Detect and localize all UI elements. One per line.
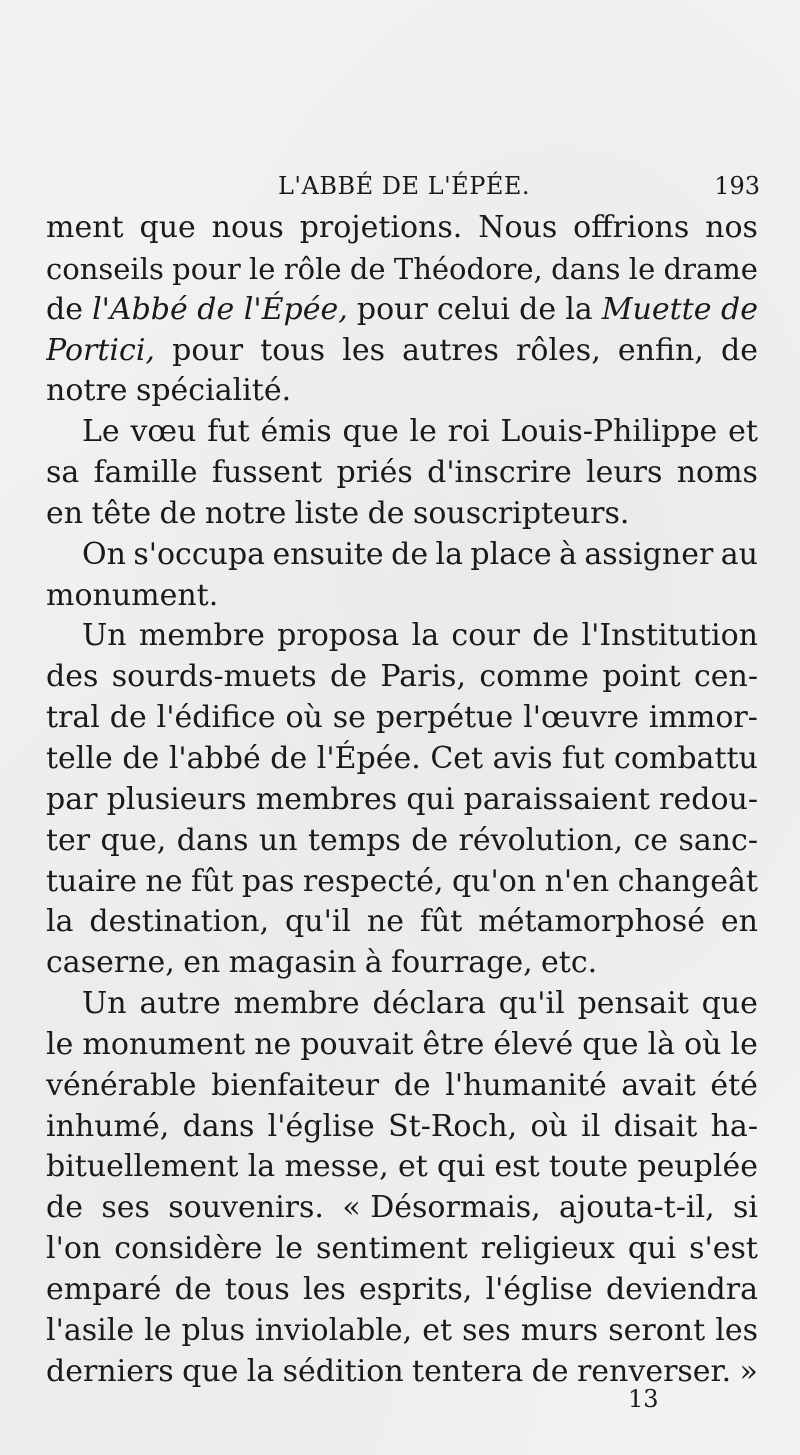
word: inviolable,: [255, 1312, 413, 1348]
text-line: [46, 1147, 758, 1188]
word: des: [46, 659, 99, 695]
word: ment: [46, 210, 124, 245]
word: Un: [82, 618, 127, 654]
word: ne: [366, 904, 404, 940]
word: de: [330, 659, 367, 695]
word: par: [46, 781, 98, 817]
word: l'abbé: [168, 740, 261, 776]
word: la: [46, 904, 74, 940]
word: magasin: [228, 945, 357, 981]
word: il: [581, 1108, 601, 1144]
word: la: [247, 1149, 276, 1185]
word: ensuite: [272, 536, 384, 572]
word: membre: [233, 986, 360, 1022]
word: Louis-Philippe: [500, 414, 718, 450]
word: l'église: [267, 1108, 375, 1144]
word: s'est: [689, 1231, 758, 1267]
word: l'Abbé de l'Épée,: [92, 291, 348, 327]
word: se: [332, 700, 366, 736]
word: et: [422, 1312, 453, 1348]
word: de: [174, 1271, 212, 1307]
word: de: [159, 495, 197, 531]
body-text: [46, 208, 758, 1392]
word: drame: [663, 251, 758, 286]
word: pouvait: [300, 1026, 414, 1062]
word: les: [303, 1271, 346, 1307]
word: l'œuvre: [523, 700, 639, 736]
word: caserne,: [46, 945, 175, 981]
word: sédition: [282, 1353, 404, 1389]
word: derniers: [46, 1353, 174, 1389]
word: été: [710, 1067, 758, 1103]
word: l'Épée.: [316, 740, 421, 776]
word: monument.: [46, 577, 219, 613]
text-line: [46, 698, 758, 739]
signature-mark: 13: [628, 1385, 659, 1413]
word: Nous: [478, 210, 558, 245]
word: ses: [462, 1312, 511, 1348]
word: fourrage,: [391, 945, 533, 981]
word: noms: [676, 455, 758, 491]
word: »: [739, 1353, 758, 1389]
word: assigner: [584, 536, 714, 572]
word: sanc-: [678, 822, 758, 858]
word: inhumé,: [46, 1108, 170, 1144]
word: destination,: [89, 904, 270, 940]
word: qui: [437, 1149, 486, 1185]
word: rôles,: [516, 332, 601, 368]
running-head: [48, 172, 760, 208]
text-line: [46, 1066, 758, 1107]
word: l'asile: [46, 1312, 135, 1348]
word: conseils: [46, 251, 164, 286]
word: qu'il: [285, 904, 352, 940]
word: pensait: [577, 986, 689, 1022]
word: le: [275, 1231, 303, 1267]
word: projetions.: [299, 210, 463, 245]
word: qu'on: [451, 863, 537, 899]
word: à: [559, 536, 577, 572]
word: pour: [172, 332, 244, 368]
word: esprits,: [359, 1271, 473, 1307]
word: considère: [114, 1231, 263, 1267]
word: membres: [255, 781, 398, 817]
word: de: [393, 1067, 431, 1103]
word: temps: [307, 822, 401, 858]
word: Muette de: [601, 291, 758, 327]
text-line: [46, 780, 758, 821]
word: sa: [46, 455, 80, 491]
word: redou-: [659, 781, 758, 817]
word: souvenirs.: [168, 1190, 324, 1226]
word: murs: [520, 1312, 599, 1348]
word: comme: [479, 659, 589, 695]
word: élevé: [493, 1026, 574, 1062]
word: à: [364, 945, 383, 981]
word: métamorphosé: [478, 904, 705, 940]
word: Le: [82, 414, 120, 450]
word: l'édifice: [156, 700, 276, 736]
word: tuaire: [46, 863, 137, 899]
word: tête: [91, 495, 152, 531]
word: au: [720, 536, 758, 572]
word: Portici,: [46, 332, 155, 368]
text-line: [46, 453, 758, 494]
word: de: [270, 740, 308, 776]
text-line: [46, 1229, 758, 1270]
page-number: 193: [714, 172, 760, 200]
word: de: [519, 291, 557, 327]
word: fut: [207, 414, 250, 450]
word: de: [721, 332, 758, 368]
word: nous: [211, 210, 284, 245]
word: roi: [447, 414, 490, 450]
word: et: [728, 414, 758, 450]
word: priés: [336, 455, 413, 491]
word: disait: [613, 1108, 698, 1144]
word: révolution,: [458, 822, 624, 858]
word: tentera: [412, 1353, 524, 1389]
text-line: [46, 1270, 758, 1311]
word: nos: [705, 210, 758, 245]
word: de: [532, 618, 570, 654]
text-line: [46, 1188, 758, 1229]
word: emparé: [46, 1271, 162, 1307]
word: leurs: [586, 455, 663, 491]
text-line: [46, 984, 758, 1025]
text-line: [46, 739, 758, 780]
running-title: L'ABBÉ DE L'ÉPÉE.: [277, 172, 531, 200]
word: l'église: [485, 1271, 593, 1307]
word: le: [628, 251, 656, 286]
word: le: [730, 1026, 758, 1062]
word: combattu: [614, 740, 758, 776]
word: que: [342, 414, 399, 450]
word: paraissaient: [463, 781, 650, 817]
word: dans: [182, 1108, 255, 1144]
word: la: [435, 536, 463, 572]
word: en: [183, 945, 221, 981]
word: fût: [190, 863, 234, 899]
word: liste: [294, 495, 360, 531]
word: tous: [260, 332, 326, 368]
word: la: [246, 1353, 275, 1389]
word: qui: [627, 1231, 677, 1267]
word: être: [422, 1026, 485, 1062]
word: ajouta-t-il,: [559, 1190, 715, 1226]
word: que,: [100, 822, 167, 858]
text-line: [46, 1311, 758, 1352]
word: notre: [46, 373, 128, 409]
word: proposa: [277, 618, 400, 654]
word: avait: [621, 1067, 696, 1103]
word: vœu: [130, 414, 197, 450]
word: immor-: [648, 700, 758, 736]
word: qui: [406, 781, 455, 817]
word: n'en: [544, 863, 610, 899]
word: un: [258, 822, 298, 858]
word: spécialité.: [135, 373, 292, 409]
text-line: [46, 862, 758, 903]
word: que: [701, 986, 758, 1022]
word: de: [367, 495, 405, 531]
word: messe,: [284, 1149, 389, 1185]
word: le: [144, 1312, 172, 1348]
word: souscripteurs.: [412, 495, 630, 531]
word: Cet: [430, 740, 484, 776]
word: ne: [254, 1026, 292, 1062]
word: notre: [204, 495, 287, 531]
word: tous: [224, 1271, 290, 1307]
word: deviendra: [605, 1271, 758, 1307]
word: St-Roch,: [388, 1108, 518, 1144]
text-line: [46, 208, 758, 249]
word: peuplée: [637, 1149, 758, 1185]
text-line: [46, 943, 758, 984]
word: Paris,: [380, 659, 466, 695]
word: « Désormais,: [342, 1190, 541, 1226]
word: point: [602, 659, 681, 695]
text-line: [46, 494, 758, 535]
word: plusieurs: [106, 781, 247, 817]
word: l'on: [46, 1231, 102, 1267]
word: respecté,: [302, 863, 444, 899]
word: tral: [46, 700, 100, 736]
word: enfin,: [617, 332, 704, 368]
word: que: [139, 210, 196, 245]
word: ses: [101, 1190, 150, 1226]
text-line: [46, 249, 758, 290]
word: membre: [138, 618, 265, 654]
word: On: [82, 536, 126, 572]
word: qu'il: [498, 986, 565, 1022]
text-line: [46, 657, 758, 698]
word: bienfaiteur: [211, 1067, 380, 1103]
word: perpétue: [375, 700, 514, 736]
word: pour: [172, 251, 241, 286]
word: Un: [82, 986, 127, 1022]
text-line: [46, 1107, 758, 1148]
word: où: [530, 1108, 568, 1144]
word: de: [46, 1190, 83, 1226]
word: plus: [181, 1312, 246, 1348]
word: de: [109, 700, 147, 736]
word: fussent: [211, 455, 323, 491]
word: offrions: [573, 210, 690, 245]
word: ce: [633, 822, 669, 858]
word: les: [342, 332, 385, 368]
word: place: [470, 536, 552, 572]
word: Théodore,: [393, 251, 543, 286]
word: d'inscrire: [427, 455, 572, 491]
word: fut: [562, 740, 605, 776]
word: toute: [548, 1149, 629, 1185]
word: ter: [46, 822, 91, 858]
word: sourds-muets: [111, 659, 317, 695]
text-line: [46, 331, 758, 372]
word: que: [582, 1026, 639, 1062]
word: avis: [492, 740, 553, 776]
word: là: [647, 1026, 676, 1062]
word: changeât: [617, 863, 758, 899]
word: autre: [139, 986, 221, 1022]
word: la: [565, 291, 593, 327]
word: s'occupa: [133, 536, 266, 572]
word: où: [684, 1026, 722, 1062]
word: où: [285, 700, 323, 736]
word: en: [720, 904, 758, 940]
text-line: [46, 821, 758, 862]
word: de: [531, 1353, 569, 1389]
word: cen-: [693, 659, 758, 695]
word: si: [733, 1190, 758, 1226]
word: et: [397, 1149, 428, 1185]
word: est: [494, 1149, 540, 1185]
word: celui: [436, 291, 511, 327]
word: vénérable: [46, 1067, 197, 1103]
word: de: [391, 536, 429, 572]
text-line: [46, 1025, 758, 1066]
word: pas: [241, 863, 295, 899]
text-line: [46, 902, 758, 943]
word: rôle: [283, 251, 342, 286]
word: les: [715, 1312, 758, 1348]
word: que: [182, 1353, 239, 1389]
word: bituellement: [46, 1149, 239, 1185]
word: la: [411, 618, 440, 654]
word: religieux: [480, 1231, 615, 1267]
word: monument: [82, 1026, 246, 1062]
word: fût: [419, 904, 463, 940]
word: telle: [46, 740, 113, 776]
word: etc.: [541, 945, 598, 981]
word: de: [411, 822, 449, 858]
word: seront: [608, 1312, 706, 1348]
word: cour: [451, 618, 520, 654]
text-line: [46, 412, 758, 453]
text-line: [46, 616, 758, 657]
word: dans: [551, 251, 621, 286]
text-line: [46, 290, 758, 331]
text-line: [46, 576, 758, 617]
word: le: [249, 251, 276, 286]
word: famille: [93, 455, 198, 491]
word: le: [46, 1026, 74, 1062]
text-line: [46, 371, 758, 412]
word: sentiment: [316, 1231, 468, 1267]
word: l'Institution: [581, 618, 758, 654]
word: émis: [260, 414, 332, 450]
word: en: [46, 495, 84, 531]
word: renverser.: [576, 1353, 732, 1389]
word: de: [122, 740, 160, 776]
text-line: [46, 535, 758, 576]
word: déclara: [372, 986, 486, 1022]
word: ha-: [710, 1108, 758, 1144]
word: le: [409, 414, 437, 450]
word: de: [349, 251, 386, 286]
word: autres: [402, 332, 499, 368]
word: ne: [145, 863, 183, 899]
word: dans: [176, 822, 249, 858]
word: pour: [356, 291, 428, 327]
word: de: [46, 291, 83, 327]
word: l'humanité: [445, 1067, 607, 1103]
